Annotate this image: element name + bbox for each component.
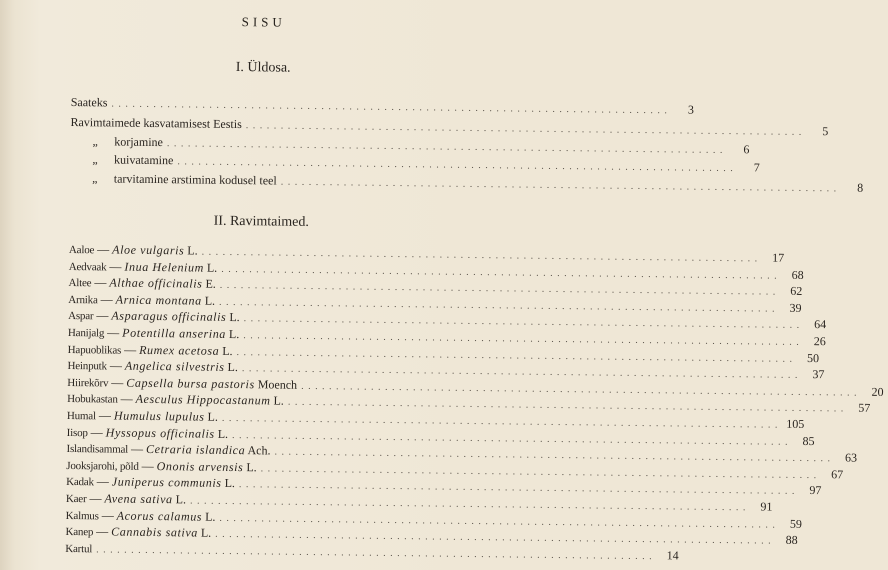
toc-entry-title: Saateks	[70, 94, 108, 110]
dash-separator: —	[108, 375, 127, 390]
plant-estonian-name: Kadak	[66, 476, 94, 489]
plant-latin-name: Ononis arvensis	[156, 458, 244, 474]
plant-author: L.	[227, 360, 239, 375]
plant-latin-name: Aloe vulgaris	[112, 242, 185, 258]
plant-author: L.	[187, 243, 198, 258]
page-number: 105	[786, 416, 805, 431]
plant-author: L.	[217, 426, 229, 441]
page-number: 50	[806, 350, 820, 365]
toc-entry	[70, 151, 760, 175]
dash-separator: —	[87, 424, 106, 440]
toc-entry	[70, 114, 829, 139]
ditto-mark: „	[92, 134, 99, 149]
plant-author: L.	[224, 476, 236, 491]
plant-entry-title	[65, 540, 92, 557]
page-number: 20	[871, 384, 884, 399]
dash-separator: —	[86, 491, 105, 506]
plant-estonian-name: Kaer	[65, 492, 87, 506]
plant-estonian-name: Hiirekõrv	[67, 376, 109, 390]
page-number: 85	[802, 433, 815, 448]
page-number: 37	[812, 367, 825, 382]
page-number: 5	[822, 124, 829, 139]
dot-leader: . . . . . . . . . . . . . . . . . . . . . . . . . . . . . . . . . . . . . . . . . . . . . . . . . . . . . . . . . . . . . . . . . . . . . . . . . . . . . . . .	[219, 296, 776, 315]
dot-leader: . . . . . . . . . . . . . . . . . . . . . . . . . . . . . . . . . . . . . . . . . . . . . . . . . . . . . . . . . . . . . . . . . . . . . . . . . . . . . . . .	[111, 98, 668, 117]
dot-leader: . . . . . . . . . . . . . . . . . . . . . . . . . . . . . . . . . . . . . . . . . . . . . . . . . . . . . . . . . . . . . . . . . . . . . . . . . . . . . . . .	[301, 380, 858, 399]
page-number: 63	[844, 450, 858, 465]
plant-estonian-name: Heinputk	[67, 360, 107, 373]
dot-leader: . . . . . . . . . . . . . . . . . . . . . . . . . . . . . . . . . . . . . . . . . . . . . . . . . . . . . . . . . . . . . . . . . . . . . . . . . . . . . . . .	[287, 397, 845, 415]
dot-leader: . . . . . . . . . . . . . . . . . . . . . . . . . . . . . . . . . . . . . . . . . . . . . . . . . . . . . . . . . . . . . . . . . . . . . . . . . . . . . . . .	[245, 120, 803, 138]
plant-latin-name: Juniperus communis	[111, 474, 222, 491]
plant-estonian-name: Kartul	[65, 542, 93, 556]
section-heading-general: I. Üldosa.	[235, 60, 291, 76]
plant-latin-name: Capsella bursa pastoris	[126, 375, 255, 392]
dot-leader: . . . . . . . . . . . . . . . . . . . . . . . . . . . . . . . . . . . . . . . . . . . . . . . . . . . . . . . . . . . . . . . . . . . . . . . . . . . . . . . .	[238, 479, 796, 498]
plant-estonian-name: Hapuoblikas	[67, 343, 122, 357]
dot-leader: . . . . . . . . . . . . . . . . . . . . . . . . . . . . . . . . . . . . . . . . . . . . . . . . . . . . . . . . . . . . . . . . . . . . . . . . . . . . . . . .	[243, 313, 801, 332]
dash-separator: —	[106, 358, 125, 373]
plant-latin-name: Asparagus officinalis	[111, 308, 227, 325]
plant-latin-name: Inua Helenium	[124, 259, 204, 275]
plant-latin-name: Althae officinalis	[109, 275, 203, 291]
toc-entry-title	[70, 151, 174, 168]
toc-entry	[70, 133, 750, 157]
plant-estonian-name: Hanijalg	[67, 326, 105, 340]
dot-leader: . . . . . . . . . . . . . . . . . . . . . . . . . . . . . . . . . . . . . . . . . . . . . . . . . . . . . . . . . . . . . . . . . . . . . . . . . . . . . . . .	[232, 429, 789, 448]
plant-latin-name: Acorus calamus	[116, 508, 203, 524]
plant-estonian-name: Kanep	[65, 526, 94, 539]
plant-author: L.	[207, 409, 218, 424]
plant-author: L.	[246, 459, 257, 475]
page-number: 68	[791, 267, 804, 282]
plant-estonian-name: Jooksjarohi, põld	[66, 459, 139, 473]
page-number: 62	[790, 283, 803, 299]
dot-leader: . . . . . . . . . . . . . . . . . . . . . . . . . . . . . . . . . . . . . . . . . . . . . . . . . . . . . . . . . . . . . . . . . . . . . . . . . . . . . . . .	[274, 446, 832, 465]
dot-leader: . . . . . . . . . . . . . . . . . . . . . . . . . . . . . . . . . . . . . . . . . . . . . . . . . . . . . . . . . . . . . . . . . . . . . . . . . . . . . . . .	[243, 330, 800, 348]
table-of-contents	[65, 0, 884, 563]
toc-entry-title: Ravimtaimede kasvatamisest Eestis	[70, 114, 242, 132]
plant-estonian-name: Aedvaak	[68, 260, 107, 274]
plant-latin-name: Arnica montana	[115, 292, 202, 308]
plant-entry	[65, 540, 679, 563]
dot-leader: . . . . . . . . . . . . . . . . . . . . . . . . . . . . . . . . . . . . . . . . . . . . . . . . . . . . . . . . . . . . . . . . . . . . . . . . . . . . . . . .	[215, 528, 772, 547]
plant-estonian-name: Aaloe	[68, 243, 95, 257]
ditto-mark: „	[92, 171, 98, 186]
plant-author: Ach.	[247, 443, 271, 458]
dash-separator: —	[138, 458, 157, 473]
page-number: 14	[666, 548, 679, 563]
dot-leader: . . . . . . . . . . . . . . . . . . . . . . . . . . . . . . . . . . . . . . . . . . . . . . . . . . . . . . . . . . . . . . . . . . . . . . . . . . . . . . . .	[241, 363, 799, 382]
plant-author: E.	[205, 276, 216, 291]
plant-entry-title	[66, 490, 186, 508]
dot-leader: . . . . . . . . . . . . . . . . . . . . . . . . . . . . . . . . . . . . . . . . . . . . . . . . . . . . . . . . . . . . . . . . . . . . . . . . . . . . . . . .	[236, 346, 794, 365]
plant-author: L.	[204, 293, 216, 308]
ditto-mark: „	[92, 152, 98, 167]
plant-latin-name: Rumex acetosa	[139, 342, 220, 358]
dash-separator: —	[91, 275, 110, 290]
page-number: 64	[814, 317, 827, 332]
dash-separator: —	[97, 292, 116, 307]
dash-separator: —	[94, 242, 113, 257]
plant-estonian-name: Iisop	[66, 426, 88, 439]
page-number: 3	[687, 102, 694, 117]
plant-author: L.	[206, 260, 218, 275]
dot-leader: . . . . . . . . . . . . . . . . . . . . . . . . . . . . . . . . . . . . . . . . . . . . . . . . . . . . . . . . . . . . . . . . . . . . . . . . . . . . . . . .	[219, 512, 776, 531]
page-number: 91	[760, 499, 773, 514]
plant-latin-name: Hyssopus officinalis	[105, 425, 215, 441]
plant-author: L.	[228, 326, 240, 342]
page-number: 97	[809, 483, 822, 498]
plant-author: L.	[205, 509, 216, 524]
page-number: 39	[789, 300, 802, 315]
page-number: 59	[789, 516, 803, 531]
plant-latin-name: Cannabis sativa	[111, 524, 198, 540]
plant-latin-name: Aesculus Hippocastanum	[135, 392, 271, 408]
plant-author: Moench	[257, 377, 298, 392]
plant-entry-title	[69, 241, 198, 260]
plant-author: L.	[200, 525, 212, 540]
page-title: SISU	[241, 14, 286, 30]
plant-estonian-name: Altee	[68, 277, 92, 290]
dash-separator: —	[93, 524, 112, 539]
plant-estonian-name: Kalmus	[65, 509, 99, 522]
dot-leader: . . . . . . . . . . . . . . . . . . . . . . . . . . . . . . . . . . . . . . . . . . . . . . . . . . . . . . . . . . . . . . . . . . . . . . . . . . . . . . . .	[221, 412, 779, 431]
plant-latin-name: Angelica silvestris	[124, 358, 225, 375]
toc-entry-subtitle: kuivatamine	[113, 152, 174, 168]
page-number: 26	[813, 334, 826, 349]
toc-entry	[70, 170, 864, 195]
plant-author: L.	[273, 393, 284, 409]
page-number: 67	[831, 467, 844, 482]
toc-entry-title	[70, 133, 163, 150]
toc-entry-subtitle: tarvitamine arstimina kodusel teel	[113, 171, 277, 188]
page-number: 8	[857, 180, 864, 195]
toc-entry	[70, 94, 694, 117]
plant-latin-name: Avena sativa	[104, 491, 173, 507]
dash-separator: —	[95, 408, 114, 423]
dot-leader: . . . . . . . . . . . . . . . . . . . . . . . . . . . . . . . . . . . . . . . . . . . . . . . . . . . . . . . . . . . . . . . . . . . . . . . . . . . . . . . .	[96, 544, 653, 562]
dot-leader: . . . . . . . . . . . . . . . . . . . . . . . . . . . . . . . . . . . . . . . . . . . . . . . . . . . . . . . . . . . . . . . . . . . . . . . . . . . . . . . .	[280, 176, 838, 195]
dot-leader: . . . . . . . . . . . . . . . . . . . . . . . . . . . . . . . . . . . . . . . . . . . . . . . . . . . . . . . . . . . . . . . . . . . . . . . . . . . . . . . .	[201, 246, 759, 265]
dash-separator: —	[127, 441, 147, 457]
page-number: 7	[753, 160, 760, 175]
dash-separator: —	[98, 507, 117, 523]
plant-author: L.	[229, 310, 240, 325]
plant-estonian-name: Islandisammal	[66, 443, 129, 456]
dot-leader: . . . . . . . . . . . . . . . . . . . . . . . . . . . . . . . . . . . . . . . . . . . . . . . . . . . . . . . . . . . . . . . . . . . . . . . . . . . . . . . .	[177, 156, 734, 175]
plant-latin-name: Humulus lupulus	[113, 408, 205, 424]
plant-estonian-name: Arnika	[68, 293, 98, 307]
dash-separator: —	[117, 391, 136, 407]
dot-leader: . . . . . . . . . . . . . . . . . . . . . . . . . . . . . . . . . . . . . . . . . . . . . . . . . . . . . . . . . . . . . . . . . . . . . . . . . . . . . . . .	[260, 463, 818, 481]
toc-entry-subtitle: korjamine	[114, 134, 164, 150]
page-number: 57	[858, 401, 871, 416]
dot-leader: . . . . . . . . . . . . . . . . . . . . . . . . . . . . . . . . . . . . . . . . . . . . . . . . . . . . . . . . . . . . . . . . . . . . . . . . . . . . . . . .	[166, 138, 724, 156]
dash-separator: —	[93, 308, 112, 323]
dash-separator: —	[121, 342, 140, 357]
plant-estonian-name: Hobukastan	[67, 393, 118, 406]
dash-separator: —	[93, 474, 112, 489]
plant-author: L.	[222, 343, 233, 358]
plant-estonian-name: Humal	[66, 409, 96, 423]
dot-leader: . . . . . . . . . . . . . . . . . . . . . . . . . . . . . . . . . . . . . . . . . . . . . . . . . . . . . . . . . . . . . . . . . . . . . . . . . . . . . . . .	[221, 263, 778, 282]
page-number: 17	[772, 250, 785, 265]
dash-separator: —	[104, 325, 123, 340]
section-heading-plants: II. Ravimtaimed.	[213, 213, 310, 230]
toc-entry-title	[70, 170, 277, 189]
dot-leader: . . . . . . . . . . . . . . . . . . . . . . . . . . . . . . . . . . . . . . . . . . . . . . . . . . . . . . . . . . . . . . . . . . . . . . . . . . . . . . . .	[189, 495, 747, 514]
plant-latin-name: Cetraria islandica	[145, 442, 246, 458]
dot-leader: . . . . . . . . . . . . . . . . . . . . . . . . . . . . . . . . . . . . . . . . . . . . . . . . . . . . . . . . . . . . . . . . . . . . . . . . . . . . . . . .	[219, 280, 777, 298]
page-number: 6	[743, 142, 750, 157]
plant-author: L.	[175, 492, 187, 507]
plant-latin-name: Potentilla anserina	[122, 325, 227, 341]
dash-separator: —	[106, 259, 125, 274]
page-number: 88	[785, 532, 798, 548]
plant-estonian-name: Aspar	[68, 310, 94, 323]
